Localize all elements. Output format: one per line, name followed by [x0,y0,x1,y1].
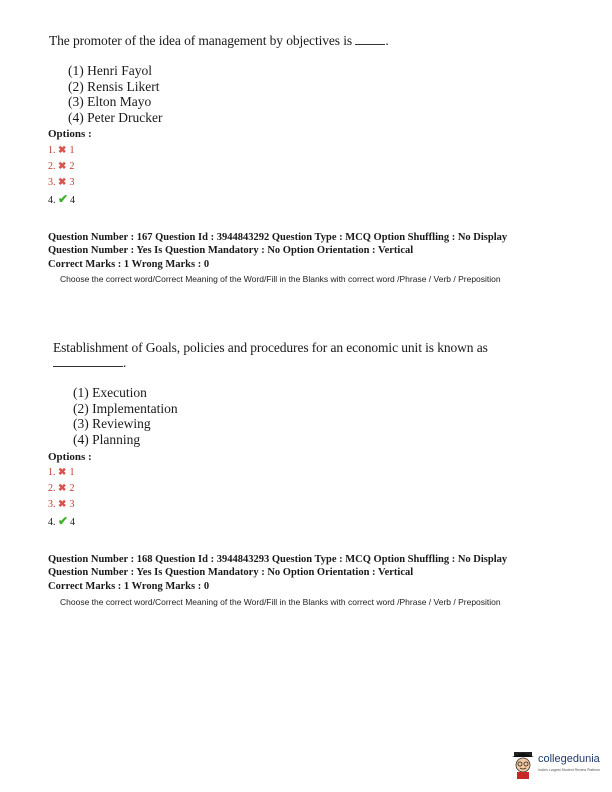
collegedunia-logo [510,750,610,780]
marks-line: Correct Marks : 1 Wrong Marks : 0 [48,581,210,592]
instruction-text: Choose the correct word/Correct Meaning of the Word/Fill in the Blanks with correct word /Phrase / Verb / Preposition [60,274,501,284]
option-row: 2. ✖ 2 [48,159,75,175]
cross-icon: ✖ [58,145,67,156]
choice-item: (1) Execution [73,385,147,400]
instruction-text: Choose the correct word/Correct Meaning of the Word/Fill in the Blanks with correct word /Phrase / Verb / Preposition [60,597,501,607]
option-row: 3. ✖ 3 [48,175,75,191]
choice-item: (1) Henri Fayol [68,63,152,78]
question-text: Establishment of Goals, policies and procedures for an economic unit is known as [53,340,488,355]
check-icon: ✔ [58,514,69,528]
logo-wordmark: collegedunia [538,753,600,765]
options-list [48,143,75,209]
choice-item: (4) Peter Drucker [68,109,163,125]
logo-tagline: India's Largest Student Review Platform [538,768,601,772]
option-row: 4. ✔ 4 [48,514,75,528]
meta-line: Question Number : 167 Question Id : 3944843292 Question Type : MCQ Option Shuffling : No Display [48,232,508,243]
meta-line: Question Number : Yes Is Question Mandatory : No Option Orientation : Vertical [48,244,414,256]
cross-icon: ✖ [58,499,67,510]
fill-blank [53,356,123,367]
cross-icon: ✖ [58,161,67,172]
options-list [48,465,75,531]
question-blank-line [53,355,126,371]
check-icon: ✔ [58,192,69,206]
question-suffix: . [385,33,389,48]
question-meta [48,232,507,272]
meta-line: Question Number : 168 Question Id : 3944843293 Question Type : MCQ Option Shuffling : No Display [48,554,508,565]
choice-item: (4) Planning [73,431,141,447]
option-row: 3. ✖ 3 [48,497,75,513]
choice-item: (3) Reviewing [73,416,151,431]
question-text-body: The promoter of the idea of management by objectives is [49,33,353,48]
question-text [49,33,389,49]
meta-line: Question Number : Yes Is Question Mandatory : No Option Orientation : Vertical [48,566,414,578]
question-meta [48,554,507,594]
option-row: 1. ✖ 1 [48,143,75,159]
choice-list [73,385,178,447]
cross-icon: ✖ [58,177,67,188]
option-row: 4. ✔ 4 [48,192,75,206]
mascot-icon [510,750,536,780]
choice-list [68,63,162,125]
choice-item: (2) Rensis Likert [68,78,160,94]
option-row: 2. ✖ 2 [48,481,75,497]
fill-blank [355,34,385,45]
choice-item: (2) Implementation [73,400,178,416]
question-suffix: . [123,355,127,370]
options-label: Options : [48,451,92,463]
choice-item: (3) Elton Mayo [68,94,152,109]
cross-icon: ✖ [58,467,67,478]
option-row: 1. ✖ 1 [48,465,75,481]
marks-line: Correct Marks : 1 Wrong Marks : 0 [48,259,210,270]
cross-icon: ✖ [58,483,67,494]
options-label: Options : [48,128,92,140]
